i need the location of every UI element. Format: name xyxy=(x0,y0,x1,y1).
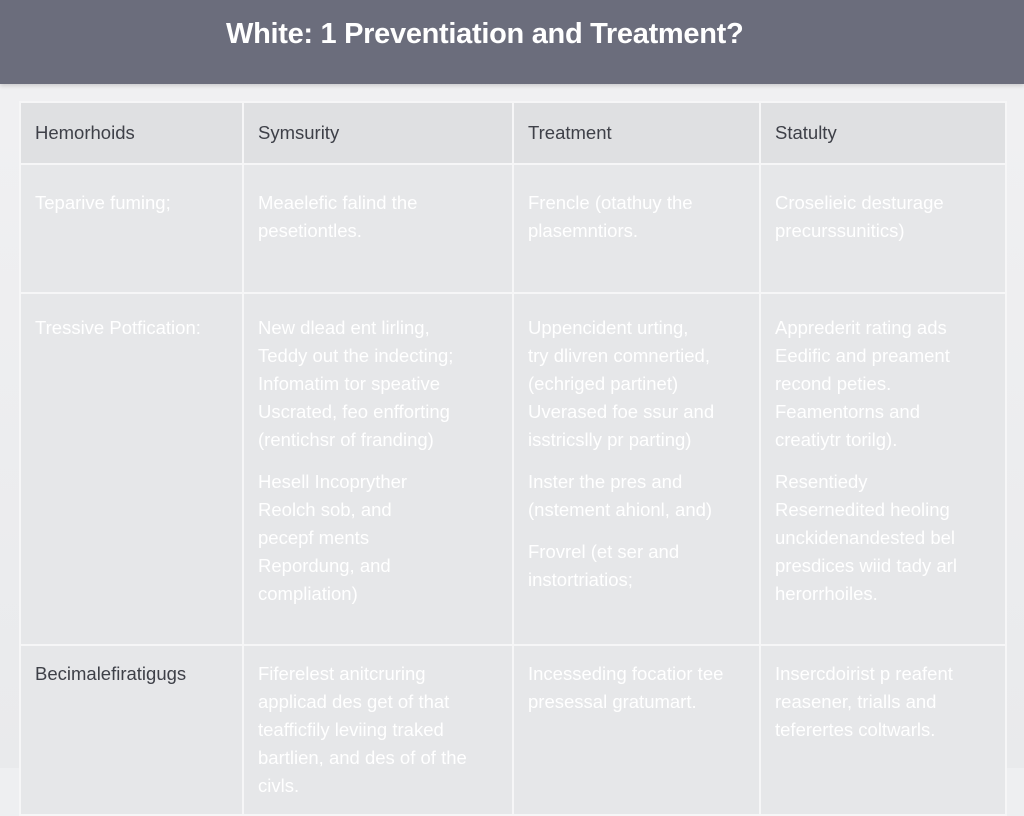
table-header-row xyxy=(20,102,1006,164)
cell-line: (echriged partinet) xyxy=(528,373,679,394)
cell-gap xyxy=(775,454,991,468)
cell-line: pecepf ments xyxy=(258,527,370,548)
table-cell xyxy=(243,164,513,293)
cell-line: Fiferelest anitcruring xyxy=(258,663,426,684)
header-treatment: Treatment xyxy=(513,102,760,164)
cell-line: Frovrel (et ser and xyxy=(528,541,680,562)
cell-line: pesetiontles. xyxy=(258,220,362,241)
table-row xyxy=(20,293,1006,645)
cell-line: Reolch sob, and xyxy=(258,499,392,520)
row-label: Teparive fuming; xyxy=(20,164,243,293)
cell-line: unckidenandested bel xyxy=(775,527,956,548)
comparison-table-wrapper xyxy=(19,101,1005,796)
table-cell xyxy=(760,645,1006,815)
cell-line: presessal gratumart. xyxy=(528,691,697,712)
cell-line: try dlivren comnertied, xyxy=(528,345,710,366)
cell-line: creatiytr torilg). xyxy=(775,429,898,450)
cell-line: teferertes coltwarls. xyxy=(775,719,936,740)
table-row xyxy=(20,645,1006,815)
cell-line: Repordung, and xyxy=(258,555,391,576)
table-cell xyxy=(513,645,760,815)
cell-line: bartlien, and des of of the xyxy=(258,747,467,768)
table-cell xyxy=(760,293,1006,645)
cell-line: Uverased foe ssur and xyxy=(528,401,715,422)
cell-line: teafficfily leviing traked xyxy=(258,719,444,740)
cell-line: Frencle (otathuy the xyxy=(528,192,693,213)
table-cell xyxy=(243,645,513,815)
cell-line: civls. xyxy=(258,775,300,796)
cell-line: recond peties. xyxy=(775,373,892,394)
cell-line: New dlead ent lirling, xyxy=(258,317,430,338)
cell-line: Resernedited heoling xyxy=(775,499,950,520)
cell-line: precurssunitics) xyxy=(775,220,905,241)
page-title: White: 1 Preventiation and Treatment? xyxy=(226,18,744,50)
cell-line: herorrhoiles. xyxy=(775,583,878,604)
row-label: Becimalefiratigugs xyxy=(20,645,243,815)
cell-line: Meaelefic falind the xyxy=(258,192,418,213)
cell-line: Croselieic desturage xyxy=(775,192,944,213)
row-label: Tressive Potfication: xyxy=(20,293,243,645)
table-cell xyxy=(760,164,1006,293)
table-cell xyxy=(513,293,760,645)
cell-line: reasener, trialls and xyxy=(775,691,937,712)
cell-line: instortriatios; xyxy=(528,569,633,590)
cell-line: compliation) xyxy=(258,583,358,604)
cell-line: plasemntiors. xyxy=(528,220,639,241)
cell-line: Inster the pres and xyxy=(528,471,683,492)
cell-line: Apprederit rating ads xyxy=(775,317,947,338)
cell-line: Uscrated, feo enfforting xyxy=(258,401,450,422)
header-status: Statulty xyxy=(760,102,1006,164)
comparison-table xyxy=(19,101,1007,816)
cell-line: Insercdoirist p reafent xyxy=(775,663,953,684)
table-cell xyxy=(243,293,513,645)
table-row xyxy=(20,164,1006,293)
title-bar xyxy=(0,0,1024,84)
table-cell xyxy=(513,164,760,293)
cell-line: Uppencident urting, xyxy=(528,317,689,338)
cell-line: Resentiedy xyxy=(775,471,868,492)
cell-gap xyxy=(258,454,498,468)
cell-line: Infomatim tor speative xyxy=(258,373,440,394)
cell-line: Feamentorns and xyxy=(775,401,921,422)
cell-line: (rentichsr of franding) xyxy=(258,429,434,450)
cell-line: presdices wiid tady arl xyxy=(775,555,957,576)
cell-gap xyxy=(528,524,745,538)
cell-line: Eedific and preament xyxy=(775,345,950,366)
cell-line: Incesseding focatior tee xyxy=(528,663,724,684)
cell-line: Teddy out the indecting; xyxy=(258,345,454,366)
cell-gap xyxy=(528,454,745,468)
cell-line: (nstement ahionl, and) xyxy=(528,499,713,520)
cell-line: Hesell Incopryther xyxy=(258,471,408,492)
cell-line: isstricslly pr parting) xyxy=(528,429,692,450)
header-symptoms: Symsurity xyxy=(243,102,513,164)
cell-line: applicad des get of that xyxy=(258,691,450,712)
header-condition: Hemorhoids xyxy=(20,102,243,164)
